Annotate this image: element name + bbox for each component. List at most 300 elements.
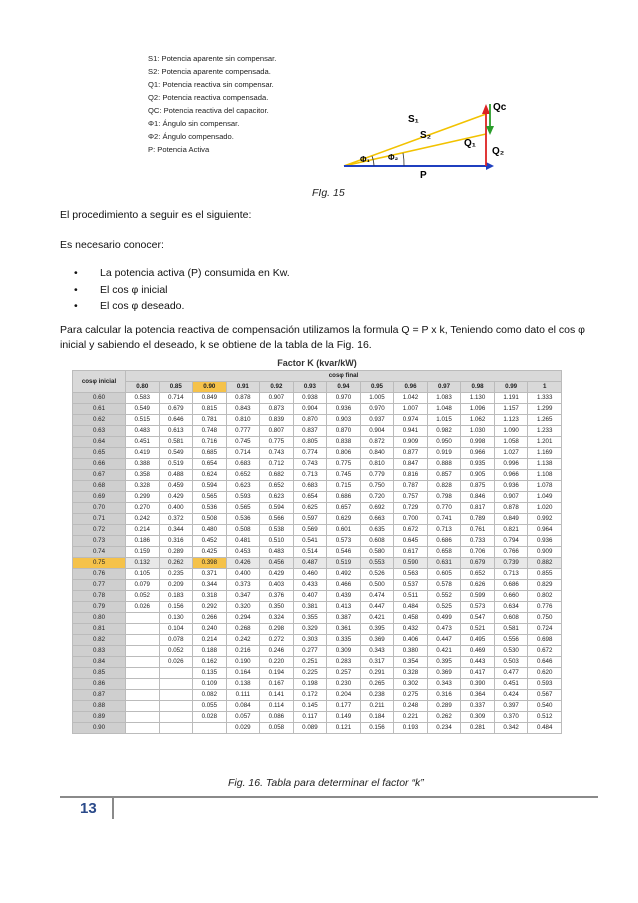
label-phi2: Φ₂: [388, 153, 399, 162]
table-cell: 0.909: [528, 547, 562, 558]
footer-rule: [60, 796, 598, 798]
table-cell: 0.521: [461, 624, 495, 635]
table-cell: 0.964: [528, 525, 562, 536]
table-cell: 0.757: [394, 492, 428, 503]
table-cell: 0.057: [226, 712, 260, 723]
table-cell: 0.787: [394, 481, 428, 492]
table-cell: 0.992: [528, 514, 562, 525]
table-cell: 1.123: [494, 415, 528, 426]
table-cell: 0.974: [394, 415, 428, 426]
table-cell: 0.220: [260, 657, 294, 668]
table-cell: 0.565: [193, 492, 227, 503]
table-cell: 0.186: [126, 536, 160, 547]
table-cell: 0.211: [360, 701, 394, 712]
table-cell: 0.425: [193, 547, 227, 558]
table-cell: 0.903: [327, 415, 361, 426]
table-cell: 0.388: [126, 459, 160, 470]
table-cell: 0.466: [327, 580, 361, 591]
table-cell: 0.234: [427, 723, 461, 734]
table-cell: 0.646: [159, 415, 193, 426]
table-cell: 0.807: [260, 426, 294, 437]
table-row: [73, 701, 562, 712]
legend-item: Φ1: Ángulo sin compensar.: [148, 119, 240, 128]
table-cell: 0.798: [427, 492, 461, 503]
table-row: [73, 448, 562, 459]
table-cell: 0.337: [461, 701, 495, 712]
table-cell: 0.849: [193, 393, 227, 404]
table-cell: 0.775: [327, 459, 361, 470]
label-qc: Qc: [493, 102, 507, 113]
table-cell: 0.089: [293, 723, 327, 734]
table-cell: 0.453: [226, 547, 260, 558]
table-cell: 0.316: [159, 536, 193, 547]
legend-item: S2: Potencia aparente compensada.: [148, 67, 271, 76]
table-cell: 0.395: [360, 624, 394, 635]
table-cell: 0.713: [293, 470, 327, 481]
table-cell: 1.030: [461, 426, 495, 437]
table-cell: 0.403: [260, 580, 294, 591]
table-cell: 0.657: [327, 503, 361, 514]
table-cell: 0.026: [126, 602, 160, 613]
legend-item: Q1: Potencia reactiva sin compensar.: [148, 80, 274, 89]
table-cell: 0.714: [159, 393, 193, 404]
table-cell: 1.005: [360, 393, 394, 404]
table-cell: 0.421: [427, 646, 461, 657]
column-header: 0.99: [494, 382, 528, 393]
column-header: 0.94: [327, 382, 361, 393]
table-cell: 0.593: [226, 492, 260, 503]
calc-paragraph: Para calcular la potencia reactiva de compensación utilizamos la formula Q = P x k, Teniendo como dato el cos φ inicial y sabiendo el deseado, k se obtiene de la tabla de la Fig. 16.: [60, 324, 585, 351]
table-cell: 0.700: [394, 514, 428, 525]
table-row: [73, 569, 562, 580]
table-cell: 0.774: [293, 448, 327, 459]
table-cell: 0.729: [394, 503, 428, 514]
table-cell: 0.654: [293, 492, 327, 503]
fig16-caption: Fig. 16. Tabla para determinar el factor “k”: [228, 777, 424, 789]
table-cell: 0.652: [260, 481, 294, 492]
table-cell: 0.400: [159, 503, 193, 514]
table-cell: 0.828: [427, 481, 461, 492]
table-cell: 0.510: [260, 536, 294, 547]
table-cell: 1.233: [528, 426, 562, 437]
column-header: 1: [528, 382, 562, 393]
table-cell: 0.766: [494, 547, 528, 558]
table-cell: 0.996: [494, 459, 528, 470]
table-cell: 0.246: [260, 646, 294, 657]
table-cell: 0.840: [360, 448, 394, 459]
table-cell: 0.268: [226, 624, 260, 635]
table-cell: 0.289: [427, 701, 461, 712]
table-cell: 0.390: [461, 679, 495, 690]
table-cell: 0.364: [461, 690, 495, 701]
table-cell: 0.748: [193, 426, 227, 437]
table-cell: 0.652: [461, 569, 495, 580]
table-cell: 0.549: [159, 448, 193, 459]
table-cell: 0.026: [159, 657, 193, 668]
table-cell: 0.262: [427, 712, 461, 723]
table-cell: [126, 690, 160, 701]
table-cell: 0.882: [528, 558, 562, 569]
table-cell: 0.679: [159, 404, 193, 415]
table-cell: 0.138: [226, 679, 260, 690]
table-cell: 1.201: [528, 437, 562, 448]
table-cell: 0.613: [159, 426, 193, 437]
table-cell: 0.459: [159, 481, 193, 492]
table-cell: 0.724: [528, 624, 562, 635]
table-cell: 0.456: [260, 558, 294, 569]
table-cell: 0.354: [394, 657, 428, 668]
table-cell: 0.265: [360, 679, 394, 690]
table-cell: 0.421: [360, 613, 394, 624]
row-label: 0.79: [73, 602, 126, 613]
table-cell: [126, 668, 160, 679]
table-cell: 0.536: [226, 514, 260, 525]
table-cell: 0.905: [461, 470, 495, 481]
table-cell: 1.083: [427, 393, 461, 404]
row-label: 0.70: [73, 503, 126, 514]
table-cell: 0.937: [360, 415, 394, 426]
column-header: 0.93: [293, 382, 327, 393]
table-cell: 0.805: [293, 437, 327, 448]
table-cell: 0.646: [528, 657, 562, 668]
table-cell: 0.361: [327, 624, 361, 635]
row-label: 0.86: [73, 679, 126, 690]
table-cell: 0.275: [394, 690, 428, 701]
table-cell: 0.779: [360, 470, 394, 481]
table-cell: [126, 701, 160, 712]
table-cell: 0.950: [427, 437, 461, 448]
table-cell: 0.936: [494, 481, 528, 492]
table-cell: 0.683: [293, 481, 327, 492]
table-cell: 0.055: [193, 701, 227, 712]
table-row: [73, 547, 562, 558]
table-cell: 0.810: [360, 459, 394, 470]
table-cell: 0.052: [126, 591, 160, 602]
table-cell: 0.672: [394, 525, 428, 536]
table-cell: 0.132: [126, 558, 160, 569]
table-cell: 1.020: [528, 503, 562, 514]
table-cell: 0.483: [126, 426, 160, 437]
table-cell: 0.538: [260, 525, 294, 536]
table-cell: 0.424: [494, 690, 528, 701]
table-cell: 0.982: [427, 426, 461, 437]
table-cell: 0.877: [394, 448, 428, 459]
table-cell: 0.172: [293, 690, 327, 701]
bullet-item: • La potencia activa (P) consumida en Kw.: [74, 265, 290, 282]
table-cell: 0.058: [260, 723, 294, 734]
table-cell: 0.373: [226, 580, 260, 591]
table-cell: 0.111: [226, 690, 260, 701]
table-cell: 0.167: [260, 679, 294, 690]
table-cell: 0.875: [461, 481, 495, 492]
table-cell: 0.563: [394, 569, 428, 580]
table-cell: 0.608: [360, 536, 394, 547]
table-cell: 0.302: [394, 679, 428, 690]
table-cell: 0.149: [327, 712, 361, 723]
table-cell: 0.540: [528, 701, 562, 712]
table-cell: 0.281: [461, 723, 495, 734]
table-cell: 0.433: [293, 580, 327, 591]
table-cell: 0.320: [226, 602, 260, 613]
legend-item: QC: Potencia reactiva del capacitor.: [148, 106, 269, 115]
row-label: 0.75: [73, 558, 126, 569]
table-cell: 0.086: [260, 712, 294, 723]
table-cell: 0.443: [461, 657, 495, 668]
table-cell: 0.998: [461, 437, 495, 448]
table-cell: 0.601: [327, 525, 361, 536]
table-cell: 1.157: [494, 404, 528, 415]
table-row: [73, 580, 562, 591]
table-cell: 0.843: [226, 404, 260, 415]
table-cell: 0.214: [193, 635, 227, 646]
table-cell: 0.342: [494, 723, 528, 734]
table-cell: 0.578: [427, 580, 461, 591]
table-cell: 0.419: [126, 448, 160, 459]
table-cell: 0.458: [394, 613, 428, 624]
table-cell: 0.483: [260, 547, 294, 558]
table-cell: 0.716: [193, 437, 227, 448]
row-label: 0.87: [73, 690, 126, 701]
table-cell: 0.492: [327, 569, 361, 580]
table-cell: 0.775: [260, 437, 294, 448]
table-cell: 0.629: [327, 514, 361, 525]
table-cell: 0.712: [260, 459, 294, 470]
table-cell: 0.451: [126, 437, 160, 448]
table-cell: 0.938: [293, 393, 327, 404]
table-row: [73, 536, 562, 547]
table-cell: 0.272: [260, 635, 294, 646]
table-cell: 0.484: [528, 723, 562, 734]
table-cell: 0.686: [427, 536, 461, 547]
table-cell: 0.251: [293, 657, 327, 668]
table-row: [73, 470, 562, 481]
table-cell: 0.469: [461, 646, 495, 657]
column-header: 0.96: [394, 382, 428, 393]
table-cell: 0.303: [293, 635, 327, 646]
row-label: 0.68: [73, 481, 126, 492]
table-cell: 0.878: [226, 393, 260, 404]
table-cell: 0.078: [159, 635, 193, 646]
table-cell: 0.597: [293, 514, 327, 525]
row-label: 0.60: [73, 393, 126, 404]
table-row: [73, 602, 562, 613]
table-cell: 0.484: [394, 602, 428, 613]
table-cell: 0.508: [193, 514, 227, 525]
table-cell: 0.130: [159, 613, 193, 624]
table-cell: 0.052: [159, 646, 193, 657]
table-cell: 1.096: [461, 404, 495, 415]
table-cell: 0.109: [193, 679, 227, 690]
table-cell: 0.294: [226, 613, 260, 624]
table-cell: 1.191: [494, 393, 528, 404]
table-cell: 0.635: [360, 525, 394, 536]
table-cell: 0.873: [260, 404, 294, 415]
fig15-caption: FIg. 15: [312, 187, 345, 199]
column-header: 0.97: [427, 382, 461, 393]
table-row: [73, 635, 562, 646]
table-cell: 0.162: [193, 657, 227, 668]
k-factor-table: [72, 370, 562, 734]
table-cell: 0.904: [293, 404, 327, 415]
table-cell: 0.777: [226, 426, 260, 437]
table-cell: 0.235: [159, 569, 193, 580]
bullet-list: [74, 265, 290, 315]
table-cell: 0.802: [528, 591, 562, 602]
table-cell: 0.817: [461, 503, 495, 514]
table-cell: [193, 723, 227, 734]
table-cell: 1.078: [528, 481, 562, 492]
table-cell: 0.566: [260, 514, 294, 525]
table-cell: 0.706: [461, 547, 495, 558]
table-cell: 0.530: [494, 646, 528, 657]
legend-item: Φ2: Ángulo compensado.: [148, 132, 234, 141]
table-cell: 0.358: [126, 470, 160, 481]
table-row: [73, 459, 562, 470]
table-cell: 0.495: [461, 635, 495, 646]
table-cell: 1.049: [528, 492, 562, 503]
column-header: 0.85: [159, 382, 193, 393]
table-cell: 0.514: [293, 547, 327, 558]
table-cell: 0.537: [394, 580, 428, 591]
row-label: 0.63: [73, 426, 126, 437]
table-cell: 0.872: [360, 437, 394, 448]
table-cell: 0.079: [126, 580, 160, 591]
phi1-arc: [372, 156, 374, 166]
table-cell: 0.626: [461, 580, 495, 591]
table-cell: 0.406: [394, 635, 428, 646]
table-cell: 0.328: [394, 668, 428, 679]
table-cell: 0.750: [360, 481, 394, 492]
table-cell: 0.634: [494, 602, 528, 613]
table-cell: 0.242: [226, 635, 260, 646]
table-cell: 0.429: [159, 492, 193, 503]
table-cell: 0.565: [226, 503, 260, 514]
table-cell: [126, 657, 160, 668]
table-cell: 0.593: [528, 679, 562, 690]
table-cell: 1.062: [461, 415, 495, 426]
table-cell: 0.620: [528, 668, 562, 679]
table-row: [73, 690, 562, 701]
table-cell: 0.810: [226, 415, 260, 426]
label-phi1: Φ₁: [360, 155, 370, 164]
table-cell: 0.400: [226, 569, 260, 580]
table-cell: 0.645: [394, 536, 428, 547]
table-row: [73, 415, 562, 426]
table-cell: 0.806: [327, 448, 361, 459]
table-cell: 0.508: [226, 525, 260, 536]
table-cell: 0.904: [360, 426, 394, 437]
table-cell: 1.027: [494, 448, 528, 459]
table-row: [73, 426, 562, 437]
table-cell: 0.369: [427, 668, 461, 679]
table-cell: 0.503: [494, 657, 528, 668]
table-cell: 0.547: [461, 613, 495, 624]
table-row: [73, 591, 562, 602]
table-cell: 0.230: [327, 679, 361, 690]
legend-item: Q2: Potencia reactiva compensada.: [148, 93, 269, 102]
table-cell: 0.857: [427, 470, 461, 481]
row-label: 0.71: [73, 514, 126, 525]
table-row: [73, 492, 562, 503]
table-cell: 0.599: [461, 591, 495, 602]
table-cell: 0.686: [494, 580, 528, 591]
table-cell: 0.198: [293, 679, 327, 690]
table-cell: 0.439: [327, 591, 361, 602]
table-cell: 1.042: [394, 393, 428, 404]
table-cell: 1.007: [394, 404, 428, 415]
table-cell: 0.221: [394, 712, 428, 723]
table-cell: 0.849: [494, 514, 528, 525]
table-row: [73, 679, 562, 690]
table-cell: 0.398: [193, 558, 227, 569]
table-cell: 0.214: [126, 525, 160, 536]
table-cell: 0.350: [260, 602, 294, 613]
table-cell: 0.829: [528, 580, 562, 591]
table-row: [73, 481, 562, 492]
table-cell: 0.511: [394, 591, 428, 602]
column-header: 0.95: [360, 382, 394, 393]
table-cell: 0.371: [193, 569, 227, 580]
table-cell: 0.277: [293, 646, 327, 657]
table-cell: 0.145: [293, 701, 327, 712]
table-cell: 0.663: [360, 514, 394, 525]
table-cell: 0.741: [427, 514, 461, 525]
table-cell: 0.935: [461, 459, 495, 470]
table-cell: [126, 613, 160, 624]
table-row: [73, 525, 562, 536]
table-cell: 0.376: [260, 591, 294, 602]
table-cell: 0.309: [327, 646, 361, 657]
table-cell: 0.473: [427, 624, 461, 635]
intro-text: El procedimiento a seguir es el siguiente:: [60, 209, 252, 221]
table-cell: 0.594: [193, 481, 227, 492]
table-cell: 1.333: [528, 393, 562, 404]
table-cell: 0.546: [327, 547, 361, 558]
table-cell: 0.487: [293, 558, 327, 569]
table-cell: 0.451: [494, 679, 528, 690]
table-cell: 0.117: [293, 712, 327, 723]
table-cell: 0.966: [494, 470, 528, 481]
table-cell: 0.624: [193, 470, 227, 481]
table-cell: 0.870: [293, 415, 327, 426]
table-row: [73, 558, 562, 569]
row-label: 0.61: [73, 404, 126, 415]
label-s2: S₂: [420, 130, 432, 141]
table-cell: 0.164: [226, 668, 260, 679]
table-cell: 0.855: [528, 569, 562, 580]
table-cell: 0.605: [427, 569, 461, 580]
table-cell: 0.380: [394, 646, 428, 657]
table-cell: [159, 723, 193, 734]
table-cell: 0.623: [260, 492, 294, 503]
table-cell: 0.770: [427, 503, 461, 514]
table-cell: 0.477: [494, 668, 528, 679]
table-cell: 0.936: [327, 404, 361, 415]
table-cell: 0.713: [494, 569, 528, 580]
q1-arrowhead: [482, 104, 490, 114]
table-cell: 0.317: [360, 657, 394, 668]
table-cell: [126, 679, 160, 690]
table-cell: 0.121: [327, 723, 361, 734]
table-cell: 0.447: [360, 602, 394, 613]
table-cell: 0.343: [427, 679, 461, 690]
table-cell: 0.355: [293, 613, 327, 624]
table-cell: 1.048: [427, 404, 461, 415]
table-cell: 0.907: [494, 492, 528, 503]
table-cell: 0.104: [159, 624, 193, 635]
table-cell: 0.344: [193, 580, 227, 591]
table-cell: 0.580: [360, 547, 394, 558]
